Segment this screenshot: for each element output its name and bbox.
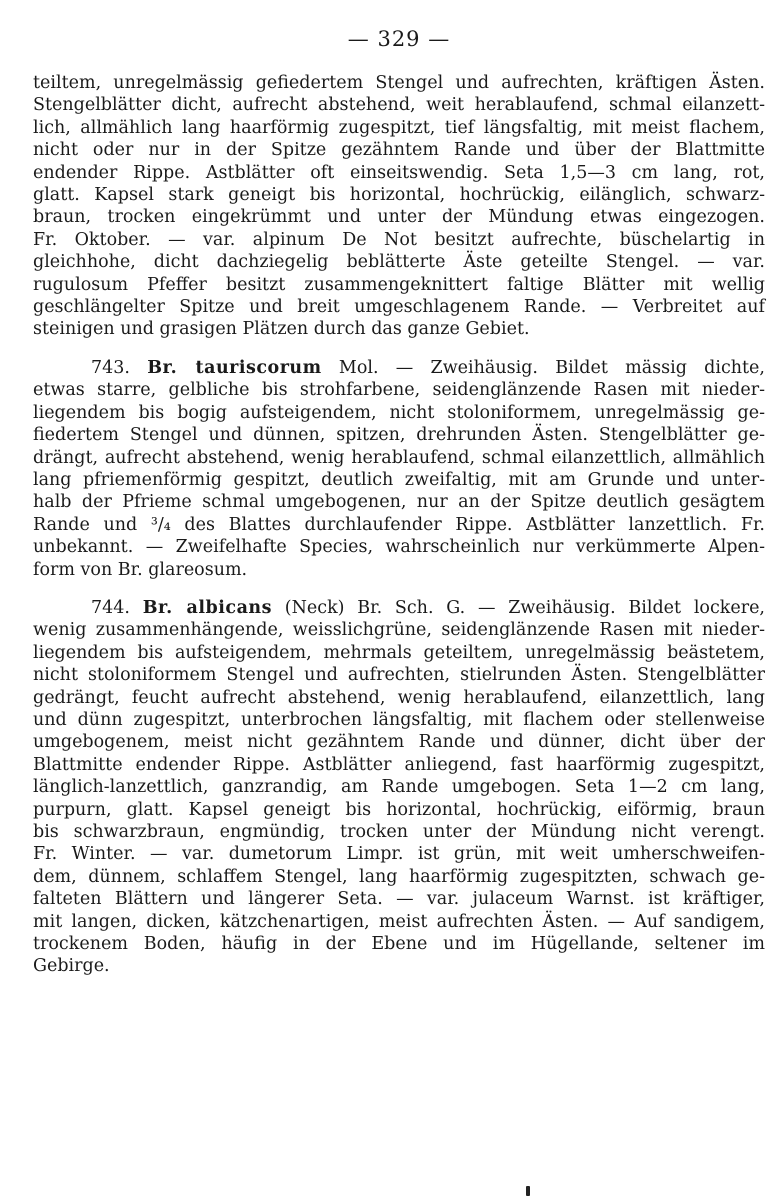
text-line: Stengelblätter dicht, aufrecht abstehend, weit herablaufend, schmal eilanzett- (33, 95, 765, 116)
text-line: trockenem Boden, häufig in der Ebene und im Hügellande, seltener im (33, 934, 765, 955)
text-line: wenig zusammenhängende, weisslichgrüne, seidenglänzende Rasen mit nieder- (33, 620, 765, 641)
text-line: lich, allmählich lang haarförmig zugespitzt, tief längsfaltig, mit meist flachem, (33, 117, 765, 138)
text-line: drängt, aufrecht abstehend, wenig herablaufend, schmal eilanzettlich, allmählich (33, 447, 765, 468)
text-line: Rande und ³/₄ des Blattes durchlaufender Rippe. Astblätter lanzettlich. Fr. (33, 514, 765, 535)
text-line: Gebirge. (33, 956, 110, 977)
text-line: purpurn, glatt. Kapsel geneigt bis horizontal, hochrückig, eiförmig, braun (33, 799, 765, 820)
species-entry-744 (33, 597, 765, 978)
text-line: glatt. Kapsel stark geneigt bis horizontal, hochrückig, eilänglich, schwarz- (33, 185, 765, 206)
entry-first-line (33, 597, 765, 619)
page-number: — 329 — (347, 27, 451, 51)
text-line: etwas starre, gelbliche bis strohfarbene, seidenglänzende Rasen mit nieder- (33, 380, 765, 401)
text-line: rugulosum Pfeffer besitzt zusammengeknittert faltige Blätter mit wellig (33, 274, 765, 295)
species-entry-743 (33, 357, 765, 581)
text-line: Fr. Winter. — var. dumetorum Limpr. ist grün, mit weit umherschweifen- (33, 844, 765, 865)
entry-number: 744. (91, 597, 130, 618)
text-line: steinigen und grasigen Plätzen durch das ganze Gebiet. (33, 319, 530, 340)
text-line: liegendem bis bogig aufsteigendem, nicht stoloniformem, unregelmässig ge- (33, 402, 765, 423)
text-line: fiedertem Stengel und dünnen, spitzen, drehrunden Ästen. Stengelblätter ge- (33, 425, 765, 446)
text-line: Blattmitte endender Rippe. Astblätter anliegend, fast haarförmig zugespitzt, (33, 754, 765, 775)
continued-paragraph (33, 72, 765, 341)
text-line: endender Rippe. Astblätter oft einseitswendig. Seta 1,5—3 cm lang, rot, (33, 162, 765, 183)
entry-first-line (33, 357, 765, 379)
text-line: gleichhohe, dicht dachziegelig beblätterte Äste geteilte Stengel. — var. (33, 252, 765, 273)
book-page (33, 24, 765, 978)
text-line: mit langen, dicken, kätzchenartigen, meist aufrechten Ästen. — Auf sandigem, (33, 911, 765, 932)
text-line: gedrängt, feucht aufrecht abstehend, wenig herablaufend, eilanzettlich, lang (33, 687, 765, 708)
text-line: liegendem bis aufsteigendem, mehrmals geteiltem, unregelmässig beästetem, (33, 642, 765, 663)
text-line: braun, trocken eingekrümmt und unter der Mündung etwas eingezogen. (33, 207, 765, 228)
text-line: form von Br. glareosum. (33, 559, 248, 580)
text-line: lang pfriemenförmig gespitzt, deutlich zweifaltig, mit am Grunde und unter- (33, 469, 765, 490)
text-line: nicht oder nur in der Spitze gezähntem Rande und über der Blattmitte (33, 140, 765, 161)
text-line: und dünn zugespitzt, unterbrochen längsfaltig, mit flachem oder stellenweise (33, 709, 765, 730)
text-line: nicht stoloniformem Stengel und aufrechten, stielrunden Ästen. Stengelblätter (33, 665, 765, 686)
entry-number: 743. (91, 357, 130, 378)
text-line: umgebogenem, meist nicht gezähntem Rande und dünner, dicht über der (33, 732, 765, 753)
text-line: dem, dünnem, schlaffem Stengel, lang haarförmig zugespitzten, schwach ge- (33, 866, 765, 887)
species-name: Br. albicans (142, 597, 272, 618)
text-line: teiltem, unregelmässig gefiedertem Stengel und aufrechten, kräftigen Ästen. (33, 73, 765, 93)
text-line: geschlängelter Spitze und breit umgeschlagenem Rande. — Verbreitet auf (33, 297, 765, 318)
species-name: Br. tauriscorum (147, 357, 322, 378)
entry-first-line-text: (Neck) Br. Sch. G. — Zweihäusig. Bildet lockere, (272, 597, 765, 618)
text-line: Fr. Oktober. — var. alpinum De Not besitzt aufrechte, büschelartig in (33, 229, 765, 250)
text-line: unbekannt. — Zweifelhafte Species, wahrscheinlich nur verkümmerte Alpen- (33, 537, 765, 558)
text-line: falteten Blättern und längerer Seta. — var. julaceum Warnst. ist kräftiger, (33, 889, 765, 910)
text-line: länglich-lanzettlich, ganzrandig, am Rande umgebogen. Seta 1—2 cm lang, (33, 777, 765, 798)
entry-first-line-text: Mol. — Zweihäusig. Bildet mässig dichte, (321, 357, 765, 378)
text-line: bis schwarzbraun, engmündig, trocken unter der Mündung nicht verengt. (33, 822, 765, 842)
text-line: halb der Pfrieme schmal umgebogenen, nur an der Spitze deutlich gesägtem (33, 492, 765, 513)
print-speck (526, 1186, 530, 1196)
